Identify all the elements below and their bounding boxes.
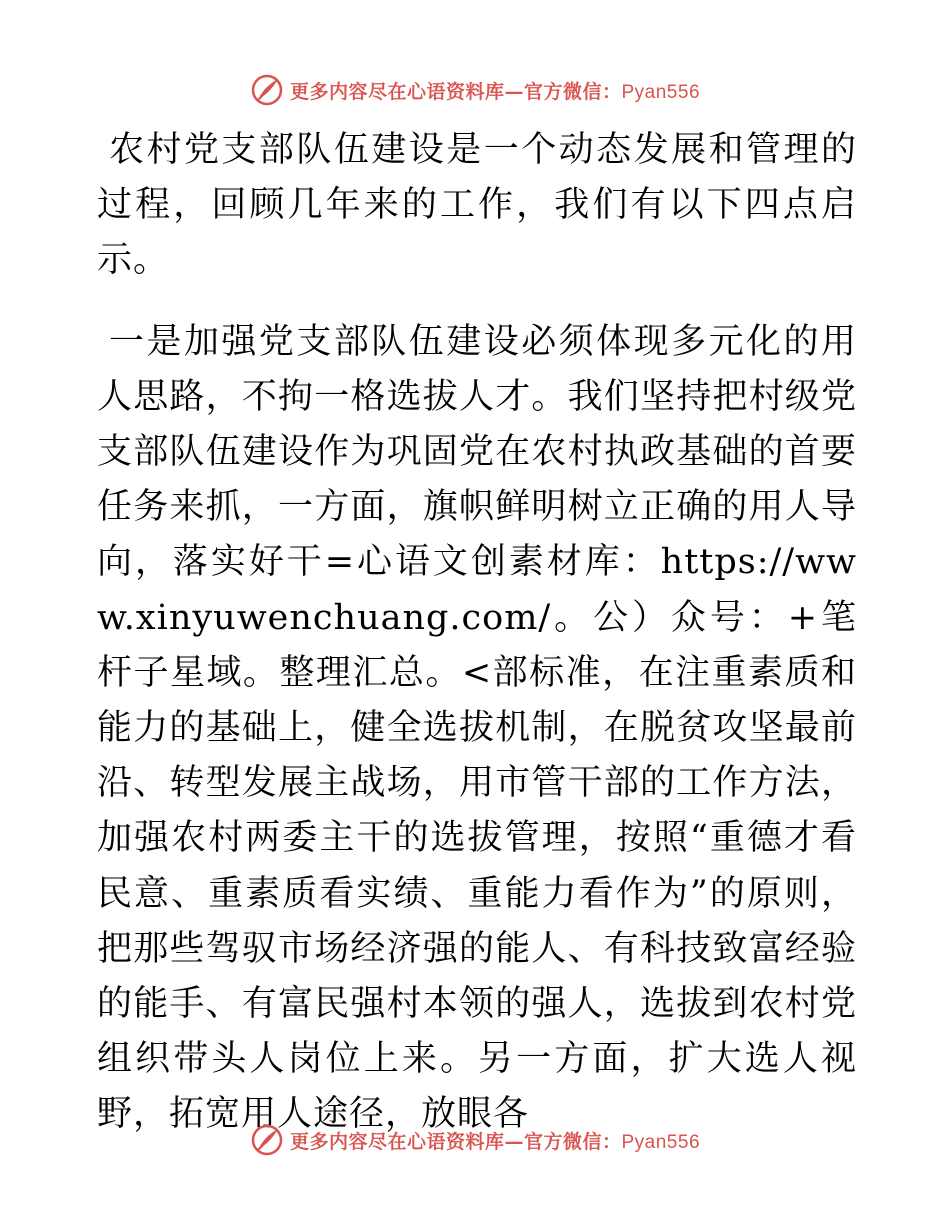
quill-pen-logo-icon — [250, 1123, 284, 1157]
banner-text-cn: 更多内容尽在心语资料库—官方微信： — [289, 80, 622, 103]
footer-watermark-banner — [0, 1120, 950, 1160]
document-body — [97, 123, 857, 1143]
banner-wechat-id: Pyan556 — [621, 81, 701, 103]
banner-text-cn: 更多内容尽在心语资料库—官方微信： — [289, 1130, 622, 1153]
banner-wechat-id: Pyan556 — [621, 1131, 701, 1153]
paragraph-point-one: 一是加强党支部队伍建设必须体现多元化的用人思路，不拘一格选拔人才。我们坚持把村级党支部队伍建设作为巩固党在农村执政基础的首要任务来抓，一方面，旗帜鲜明树立正确的用人导向，落实好干=心语文创素材库：https://www.xinyuwenchuang.com/。公）众号：+笔杆子星域。整理汇总。<部标准，在注重素质和能力的基础上，健全选拔机制，在脱贫攻坚最前沿、转型发展主战场，用市管干部的工作方法，加强农村两委主干的选拔管理，按照“重德才看民意、重素质看实绩、重能力看作为”的原则，把那些驾驭市场经济强的能人、有科技致富经验的能手、有富民强村本领的强人，选拔到农村党组织带头人岗位上来。另一方面，扩大选人视野，拓宽用人途径，放眼各 — [97, 321, 857, 1135]
banner-caption — [290, 1127, 700, 1154]
banner-caption — [290, 77, 700, 104]
header-watermark-banner — [0, 70, 950, 110]
quill-pen-logo-icon — [250, 73, 284, 107]
paragraph-intro: 农村党支部队伍建设是一个动态发展和管理的过程，回顾几年来的工作，我们有以下四点启示。 — [97, 130, 857, 281]
